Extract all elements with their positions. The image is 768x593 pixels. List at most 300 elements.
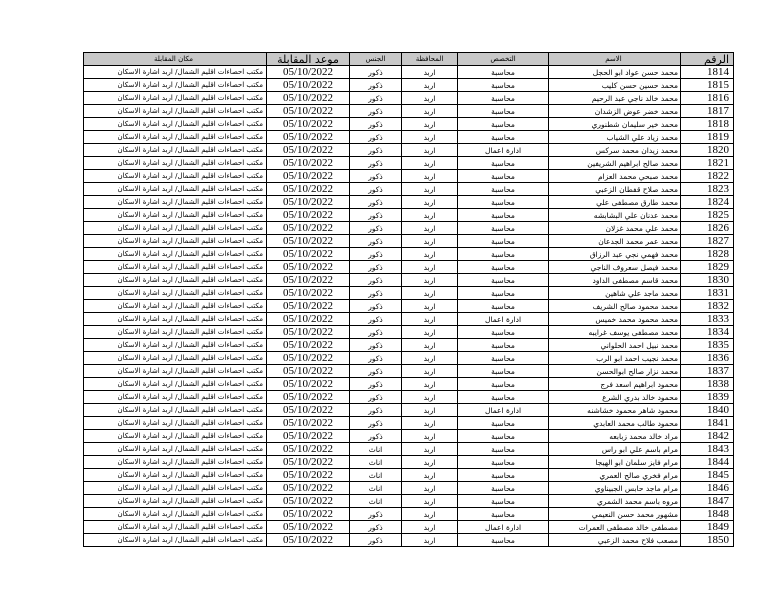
cell-date: 05/10/2022 — [267, 92, 350, 105]
cell-number: 1815 — [681, 79, 734, 92]
cell-number: 1817 — [681, 105, 734, 118]
cell-specialty: محاسبة — [458, 495, 549, 508]
cell-date: 05/10/2022 — [267, 482, 350, 495]
cell-gender: ذكور — [350, 365, 402, 378]
cell-governorate: اربد — [402, 508, 458, 521]
cell-name: محمد محمود محمد خميس — [549, 313, 681, 326]
cell-number: 1834 — [681, 326, 734, 339]
cell-gender: ذكور — [350, 300, 402, 313]
cell-date: 05/10/2022 — [267, 313, 350, 326]
cell-name: محمد مصطفى يوسف غرايبه — [549, 326, 681, 339]
cell-governorate: اربد — [402, 352, 458, 365]
cell-specialty: محاسبة — [458, 235, 549, 248]
cell-specialty: محاسبة — [458, 378, 549, 391]
cell-location: مكتب احصاءات اقليم الشمال/ اربد اشارة الاسكان — [84, 66, 267, 79]
cell-specialty: محاسبة — [458, 118, 549, 131]
cell-date: 05/10/2022 — [267, 326, 350, 339]
cell-number: 1835 — [681, 339, 734, 352]
cell-name: محمد صبحي محمد العزام — [549, 170, 681, 183]
cell-number: 1837 — [681, 365, 734, 378]
cell-number: 1844 — [681, 456, 734, 469]
cell-specialty: محاسبة — [458, 170, 549, 183]
cell-number: 1839 — [681, 391, 734, 404]
interview-schedule-table — [83, 52, 734, 547]
cell-date: 05/10/2022 — [267, 183, 350, 196]
cell-governorate: اربد — [402, 534, 458, 547]
cell-date: 05/10/2022 — [267, 339, 350, 352]
cell-governorate: اربد — [402, 404, 458, 417]
cell-specialty: محاسبة — [458, 482, 549, 495]
cell-specialty: محاسبة — [458, 326, 549, 339]
header-location: مكان المقابلة — [84, 53, 267, 66]
table-row — [84, 352, 734, 365]
cell-name: محمد نزار صالح ابوالحسن — [549, 365, 681, 378]
cell-governorate: اربد — [402, 248, 458, 261]
table-row — [84, 235, 734, 248]
table-row — [84, 222, 734, 235]
cell-gender: ذكور — [350, 352, 402, 365]
cell-name: محمد علي محمد غزلان — [549, 222, 681, 235]
cell-name: محمد عدنان علي البشابشه — [549, 209, 681, 222]
cell-location: مكتب احصاءات اقليم الشمال/ اربد اشارة الاسكان — [84, 495, 267, 508]
cell-date: 05/10/2022 — [267, 534, 350, 547]
cell-number: 1822 — [681, 170, 734, 183]
cell-governorate: اربد — [402, 131, 458, 144]
cell-date: 05/10/2022 — [267, 274, 350, 287]
cell-date: 05/10/2022 — [267, 287, 350, 300]
cell-location: مكتب احصاءات اقليم الشمال/ اربد اشارة الاسكان — [84, 430, 267, 443]
cell-governorate: اربد — [402, 118, 458, 131]
cell-location: مكتب احصاءات اقليم الشمال/ اربد اشارة الاسكان — [84, 261, 267, 274]
cell-governorate: اربد — [402, 183, 458, 196]
cell-number: 1840 — [681, 404, 734, 417]
cell-date: 05/10/2022 — [267, 144, 350, 157]
cell-gender: اناث — [350, 495, 402, 508]
cell-number: 1838 — [681, 378, 734, 391]
cell-specialty: محاسبة — [458, 248, 549, 261]
cell-governorate: اربد — [402, 339, 458, 352]
header-gender: الجنس — [350, 53, 402, 66]
cell-specialty: محاسبة — [458, 430, 549, 443]
cell-specialty: محاسبة — [458, 209, 549, 222]
cell-location: مكتب احصاءات اقليم الشمال/ اربد اشارة الاسكان — [84, 391, 267, 404]
cell-name: محمد خضر عوض الزشدان — [549, 105, 681, 118]
cell-date: 05/10/2022 — [267, 79, 350, 92]
cell-governorate: اربد — [402, 79, 458, 92]
cell-location: مكتب احصاءات اقليم الشمال/ اربد اشارة الاسكان — [84, 92, 267, 105]
cell-specialty: محاسبة — [458, 391, 549, 404]
cell-location: مكتب احصاءات اقليم الشمال/ اربد اشارة الاسكان — [84, 209, 267, 222]
cell-location: مكتب احصاءات اقليم الشمال/ اربد اشارة الاسكان — [84, 131, 267, 144]
cell-location: مكتب احصاءات اقليم الشمال/ اربد اشارة الاسكان — [84, 157, 267, 170]
cell-date: 05/10/2022 — [267, 352, 350, 365]
cell-name: محمد صالح ابراهيم الشريفين — [549, 157, 681, 170]
cell-date: 05/10/2022 — [267, 417, 350, 430]
cell-name: محمد خير سليمان شطنوري — [549, 118, 681, 131]
cell-gender: ذكور — [350, 521, 402, 534]
table-row — [84, 456, 734, 469]
table-row — [84, 469, 734, 482]
cell-name: مروه باسم محمد الشمري — [549, 495, 681, 508]
table-row — [84, 170, 734, 183]
table-row — [84, 261, 734, 274]
cell-gender: ذكور — [350, 287, 402, 300]
cell-gender: ذكور — [350, 144, 402, 157]
cell-name: محمود شاهر محمود خشاشنه — [549, 404, 681, 417]
cell-location: مكتب احصاءات اقليم الشمال/ اربد اشارة الاسكان — [84, 521, 267, 534]
table-row — [84, 404, 734, 417]
cell-number: 1825 — [681, 209, 734, 222]
cell-name: محمود طالب محمد العابدي — [549, 417, 681, 430]
cell-name: محمد عمر محمد الجدعان — [549, 235, 681, 248]
table-row — [84, 144, 734, 157]
cell-name: محمد ماجد علي شاهين — [549, 287, 681, 300]
cell-number: 1820 — [681, 144, 734, 157]
cell-date: 05/10/2022 — [267, 430, 350, 443]
cell-governorate: اربد — [402, 287, 458, 300]
table-row — [84, 391, 734, 404]
cell-gender: اناث — [350, 482, 402, 495]
table-row — [84, 365, 734, 378]
cell-number: 1823 — [681, 183, 734, 196]
cell-specialty: محاسبة — [458, 66, 549, 79]
cell-location: مكتب احصاءات اقليم الشمال/ اربد اشارة الاسكان — [84, 300, 267, 313]
cell-gender: ذكور — [350, 118, 402, 131]
cell-date: 05/10/2022 — [267, 404, 350, 417]
cell-gender: ذكور — [350, 235, 402, 248]
cell-name: مرام فخري صالح العمري — [549, 469, 681, 482]
cell-governorate: اربد — [402, 261, 458, 274]
cell-number: 1824 — [681, 196, 734, 209]
cell-gender: ذكور — [350, 391, 402, 404]
cell-gender: ذكور — [350, 378, 402, 391]
cell-location: مكتب احصاءات اقليم الشمال/ اربد اشارة الاسكان — [84, 287, 267, 300]
cell-date: 05/10/2022 — [267, 300, 350, 313]
table-row — [84, 196, 734, 209]
cell-specialty: محاسبة — [458, 131, 549, 144]
cell-specialty: محاسبة — [458, 456, 549, 469]
header-row — [84, 53, 734, 66]
cell-location: مكتب احصاءات اقليم الشمال/ اربد اشارة الاسكان — [84, 274, 267, 287]
cell-number: 1846 — [681, 482, 734, 495]
cell-specialty: محاسبة — [458, 105, 549, 118]
cell-location: مكتب احصاءات اقليم الشمال/ اربد اشارة الاسكان — [84, 248, 267, 261]
cell-location: مكتب احصاءات اقليم الشمال/ اربد اشارة الاسكان — [84, 118, 267, 131]
cell-gender: ذكور — [350, 534, 402, 547]
cell-gender: اناث — [350, 469, 402, 482]
cell-gender: اناث — [350, 443, 402, 456]
cell-governorate: اربد — [402, 326, 458, 339]
cell-number: 1836 — [681, 352, 734, 365]
table-body — [84, 66, 734, 547]
cell-date: 05/10/2022 — [267, 157, 350, 170]
cell-location: مكتب احصاءات اقليم الشمال/ اربد اشارة الاسكان — [84, 326, 267, 339]
table-row — [84, 339, 734, 352]
cell-location: مكتب احصاءات اقليم الشمال/ اربد اشارة الاسكان — [84, 105, 267, 118]
cell-location: مكتب احصاءات اقليم الشمال/ اربد اشارة الاسكان — [84, 196, 267, 209]
cell-location: مكتب احصاءات اقليم الشمال/ اربد اشارة الاسكان — [84, 339, 267, 352]
cell-location: مكتب احصاءات اقليم الشمال/ اربد اشارة الاسكان — [84, 378, 267, 391]
cell-date: 05/10/2022 — [267, 235, 350, 248]
cell-specialty: محاسبة — [458, 339, 549, 352]
cell-number: 1842 — [681, 430, 734, 443]
cell-governorate: اربد — [402, 378, 458, 391]
cell-gender: ذكور — [350, 66, 402, 79]
cell-gender: ذكور — [350, 430, 402, 443]
table-row — [84, 417, 734, 430]
table-row — [84, 521, 734, 534]
cell-specialty: ادارة اعمال — [458, 521, 549, 534]
cell-location: مكتب احصاءات اقليم الشمال/ اربد اشارة الاسكان — [84, 534, 267, 547]
cell-date: 05/10/2022 — [267, 131, 350, 144]
header-number: الرقم — [681, 53, 734, 66]
cell-name: مرام باسم علي ابو راس — [549, 443, 681, 456]
cell-name: محمد زيدان محمد سركس — [549, 144, 681, 157]
cell-location: مكتب احصاءات اقليم الشمال/ اربد اشارة الاسكان — [84, 443, 267, 456]
cell-governorate: اربد — [402, 365, 458, 378]
cell-number: 1828 — [681, 248, 734, 261]
cell-specialty: محاسبة — [458, 469, 549, 482]
cell-governorate: اربد — [402, 482, 458, 495]
cell-gender: ذكور — [350, 196, 402, 209]
table-row — [84, 534, 734, 547]
cell-location: مكتب احصاءات اقليم الشمال/ اربد اشارة الاسكان — [84, 183, 267, 196]
table-row — [84, 430, 734, 443]
cell-governorate: اربد — [402, 222, 458, 235]
cell-name: مشهور محمد حسن النعيمي — [549, 508, 681, 521]
cell-location: مكتب احصاءات اقليم الشمال/ اربد اشارة الاسكان — [84, 456, 267, 469]
cell-location: مكتب احصاءات اقليم الشمال/ اربد اشارة الاسكان — [84, 482, 267, 495]
table-row — [84, 92, 734, 105]
cell-location: مكتب احصاءات اقليم الشمال/ اربد اشارة الاسكان — [84, 170, 267, 183]
cell-specialty: محاسبة — [458, 261, 549, 274]
cell-name: محمد طارق مصطفى علي — [549, 196, 681, 209]
cell-date: 05/10/2022 — [267, 261, 350, 274]
cell-date: 05/10/2022 — [267, 469, 350, 482]
cell-date: 05/10/2022 — [267, 521, 350, 534]
cell-governorate: اربد — [402, 209, 458, 222]
cell-date: 05/10/2022 — [267, 365, 350, 378]
cell-gender: ذكور — [350, 274, 402, 287]
cell-gender: ذكور — [350, 79, 402, 92]
cell-number: 1830 — [681, 274, 734, 287]
cell-specialty: محاسبة — [458, 300, 549, 313]
cell-number: 1819 — [681, 131, 734, 144]
cell-specialty: محاسبة — [458, 287, 549, 300]
cell-gender: ذكور — [350, 131, 402, 144]
cell-location: مكتب احصاءات اقليم الشمال/ اربد اشارة الاسكان — [84, 313, 267, 326]
cell-name: مرام فايز سلمان ابو الهيجا — [549, 456, 681, 469]
cell-location: مكتب احصاءات اقليم الشمال/ اربد اشارة الاسكان — [84, 235, 267, 248]
cell-number: 1826 — [681, 222, 734, 235]
cell-number: 1832 — [681, 300, 734, 313]
cell-date: 05/10/2022 — [267, 508, 350, 521]
cell-date: 05/10/2022 — [267, 443, 350, 456]
table-row — [84, 287, 734, 300]
cell-gender: ذكور — [350, 170, 402, 183]
cell-name: محمد فيصل سعروف الناجي — [549, 261, 681, 274]
cell-name: مرام ماجد حابس الجبيناوي — [549, 482, 681, 495]
cell-gender: ذكور — [350, 183, 402, 196]
header-specialty: التخصص — [458, 53, 549, 66]
cell-name: محمد محمود صالح الشريف — [549, 300, 681, 313]
cell-location: مكتب احصاءات اقليم الشمال/ اربد اشارة الاسكان — [84, 79, 267, 92]
cell-date: 05/10/2022 — [267, 378, 350, 391]
cell-number: 1827 — [681, 235, 734, 248]
cell-name: محمد نجيب احمد ابو الرب — [549, 352, 681, 365]
cell-number: 1814 — [681, 66, 734, 79]
cell-date: 05/10/2022 — [267, 170, 350, 183]
cell-date: 05/10/2022 — [267, 391, 350, 404]
cell-number: 1831 — [681, 287, 734, 300]
cell-governorate: اربد — [402, 456, 458, 469]
cell-name: محمد فهمي نجي عبد الرزاق — [549, 248, 681, 261]
cell-specialty: ادارة اعمال — [458, 404, 549, 417]
cell-date: 05/10/2022 — [267, 196, 350, 209]
table-row — [84, 300, 734, 313]
cell-gender: ذكور — [350, 157, 402, 170]
cell-number: 1845 — [681, 469, 734, 482]
cell-governorate: اربد — [402, 274, 458, 287]
cell-governorate: اربد — [402, 92, 458, 105]
table-row — [84, 118, 734, 131]
cell-governorate: اربد — [402, 66, 458, 79]
cell-name: محمد قاسم مصطفى الداود — [549, 274, 681, 287]
cell-specialty: محاسبة — [458, 79, 549, 92]
table-row — [84, 274, 734, 287]
cell-date: 05/10/2022 — [267, 222, 350, 235]
cell-governorate: اربد — [402, 430, 458, 443]
cell-gender: ذكور — [350, 326, 402, 339]
table-row — [84, 183, 734, 196]
table-row — [84, 105, 734, 118]
header-name: الاسم — [549, 53, 681, 66]
cell-specialty: محاسبة — [458, 443, 549, 456]
cell-name: محمد خالد ناجي عبد الرحيم — [549, 92, 681, 105]
cell-specialty: محاسبة — [458, 183, 549, 196]
cell-date: 05/10/2022 — [267, 66, 350, 79]
cell-specialty: محاسبة — [458, 196, 549, 209]
cell-name: مراد خالد محمد زبابعه — [549, 430, 681, 443]
cell-governorate: اربد — [402, 105, 458, 118]
table-row — [84, 248, 734, 261]
cell-date: 05/10/2022 — [267, 118, 350, 131]
cell-name: محمد حسين حسن كليب — [549, 79, 681, 92]
cell-gender: اناث — [350, 456, 402, 469]
cell-governorate: اربد — [402, 313, 458, 326]
cell-governorate: اربد — [402, 235, 458, 248]
table-row — [84, 66, 734, 79]
cell-number: 1850 — [681, 534, 734, 547]
cell-governorate: اربد — [402, 157, 458, 170]
cell-gender: ذكور — [350, 209, 402, 222]
cell-specialty: محاسبة — [458, 365, 549, 378]
cell-specialty: محاسبة — [458, 157, 549, 170]
table-row — [84, 443, 734, 456]
cell-location: مكتب احصاءات اقليم الشمال/ اربد اشارة الاسكان — [84, 352, 267, 365]
cell-number: 1829 — [681, 261, 734, 274]
cell-governorate: اربد — [402, 495, 458, 508]
cell-location: مكتب احصاءات اقليم الشمال/ اربد اشارة الاسكان — [84, 365, 267, 378]
cell-number: 1833 — [681, 313, 734, 326]
table-row — [84, 326, 734, 339]
cell-governorate: اربد — [402, 521, 458, 534]
cell-specialty: محاسبة — [458, 417, 549, 430]
cell-gender: ذكور — [350, 105, 402, 118]
cell-governorate: اربد — [402, 196, 458, 209]
table-row — [84, 313, 734, 326]
cell-number: 1848 — [681, 508, 734, 521]
cell-gender: ذكور — [350, 313, 402, 326]
table-row — [84, 495, 734, 508]
cell-governorate: اربد — [402, 443, 458, 456]
cell-governorate: اربد — [402, 391, 458, 404]
cell-name: مصطفى خالد مصطفى العمرات — [549, 521, 681, 534]
table-row — [84, 482, 734, 495]
cell-name: محمد حسن عواد ابو الحجل — [549, 66, 681, 79]
cell-specialty: محاسبة — [458, 534, 549, 547]
cell-number: 1841 — [681, 417, 734, 430]
cell-number: 1849 — [681, 521, 734, 534]
cell-location: مكتب احصاءات اقليم الشمال/ اربد اشارة الاسكان — [84, 469, 267, 482]
cell-date: 05/10/2022 — [267, 209, 350, 222]
cell-specialty: محاسبة — [458, 352, 549, 365]
cell-location: مكتب احصاءات اقليم الشمال/ اربد اشارة الاسكان — [84, 417, 267, 430]
cell-date: 05/10/2022 — [267, 105, 350, 118]
cell-specialty: محاسبة — [458, 92, 549, 105]
cell-specialty: ادارة اعمال — [458, 144, 549, 157]
table-row — [84, 157, 734, 170]
cell-governorate: اربد — [402, 144, 458, 157]
cell-governorate: اربد — [402, 300, 458, 313]
cell-name: محمود خالد بدري الشرع — [549, 391, 681, 404]
cell-governorate: اربد — [402, 170, 458, 183]
cell-name: محمود ابراهيم اسعد فرج — [549, 378, 681, 391]
cell-date: 05/10/2022 — [267, 248, 350, 261]
cell-gender: ذكور — [350, 261, 402, 274]
cell-specialty: محاسبة — [458, 222, 549, 235]
cell-gender: ذكور — [350, 417, 402, 430]
cell-name: محمد نبيل احمد الحلواني — [549, 339, 681, 352]
cell-number: 1821 — [681, 157, 734, 170]
cell-name: مصعب فلاح محمد الزعبي — [549, 534, 681, 547]
cell-date: 05/10/2022 — [267, 495, 350, 508]
cell-location: مكتب احصاءات اقليم الشمال/ اربد اشارة الاسكان — [84, 508, 267, 521]
table-row — [84, 378, 734, 391]
cell-name: محمد زياد علي الشياب — [549, 131, 681, 144]
cell-specialty: محاسبة — [458, 508, 549, 521]
cell-specialty: محاسبة — [458, 274, 549, 287]
cell-gender: ذكور — [350, 404, 402, 417]
table-row — [84, 508, 734, 521]
table-row — [84, 79, 734, 92]
cell-governorate: اربد — [402, 469, 458, 482]
cell-gender: ذكور — [350, 248, 402, 261]
cell-gender: ذكور — [350, 508, 402, 521]
cell-date: 05/10/2022 — [267, 456, 350, 469]
cell-location: مكتب احصاءات اقليم الشمال/ اربد اشارة الاسكان — [84, 404, 267, 417]
cell-name: محمد صلاح قفطان الزعبي — [549, 183, 681, 196]
cell-location: مكتب احصاءات اقليم الشمال/ اربد اشارة الاسكان — [84, 144, 267, 157]
cell-location: مكتب احصاءات اقليم الشمال/ اربد اشارة الاسكان — [84, 222, 267, 235]
cell-number: 1816 — [681, 92, 734, 105]
cell-number: 1843 — [681, 443, 734, 456]
cell-number: 1818 — [681, 118, 734, 131]
table-row — [84, 131, 734, 144]
cell-specialty: ادارة اعمال — [458, 313, 549, 326]
cell-gender: ذكور — [350, 92, 402, 105]
header-date: موعد المقابلة — [267, 53, 350, 66]
